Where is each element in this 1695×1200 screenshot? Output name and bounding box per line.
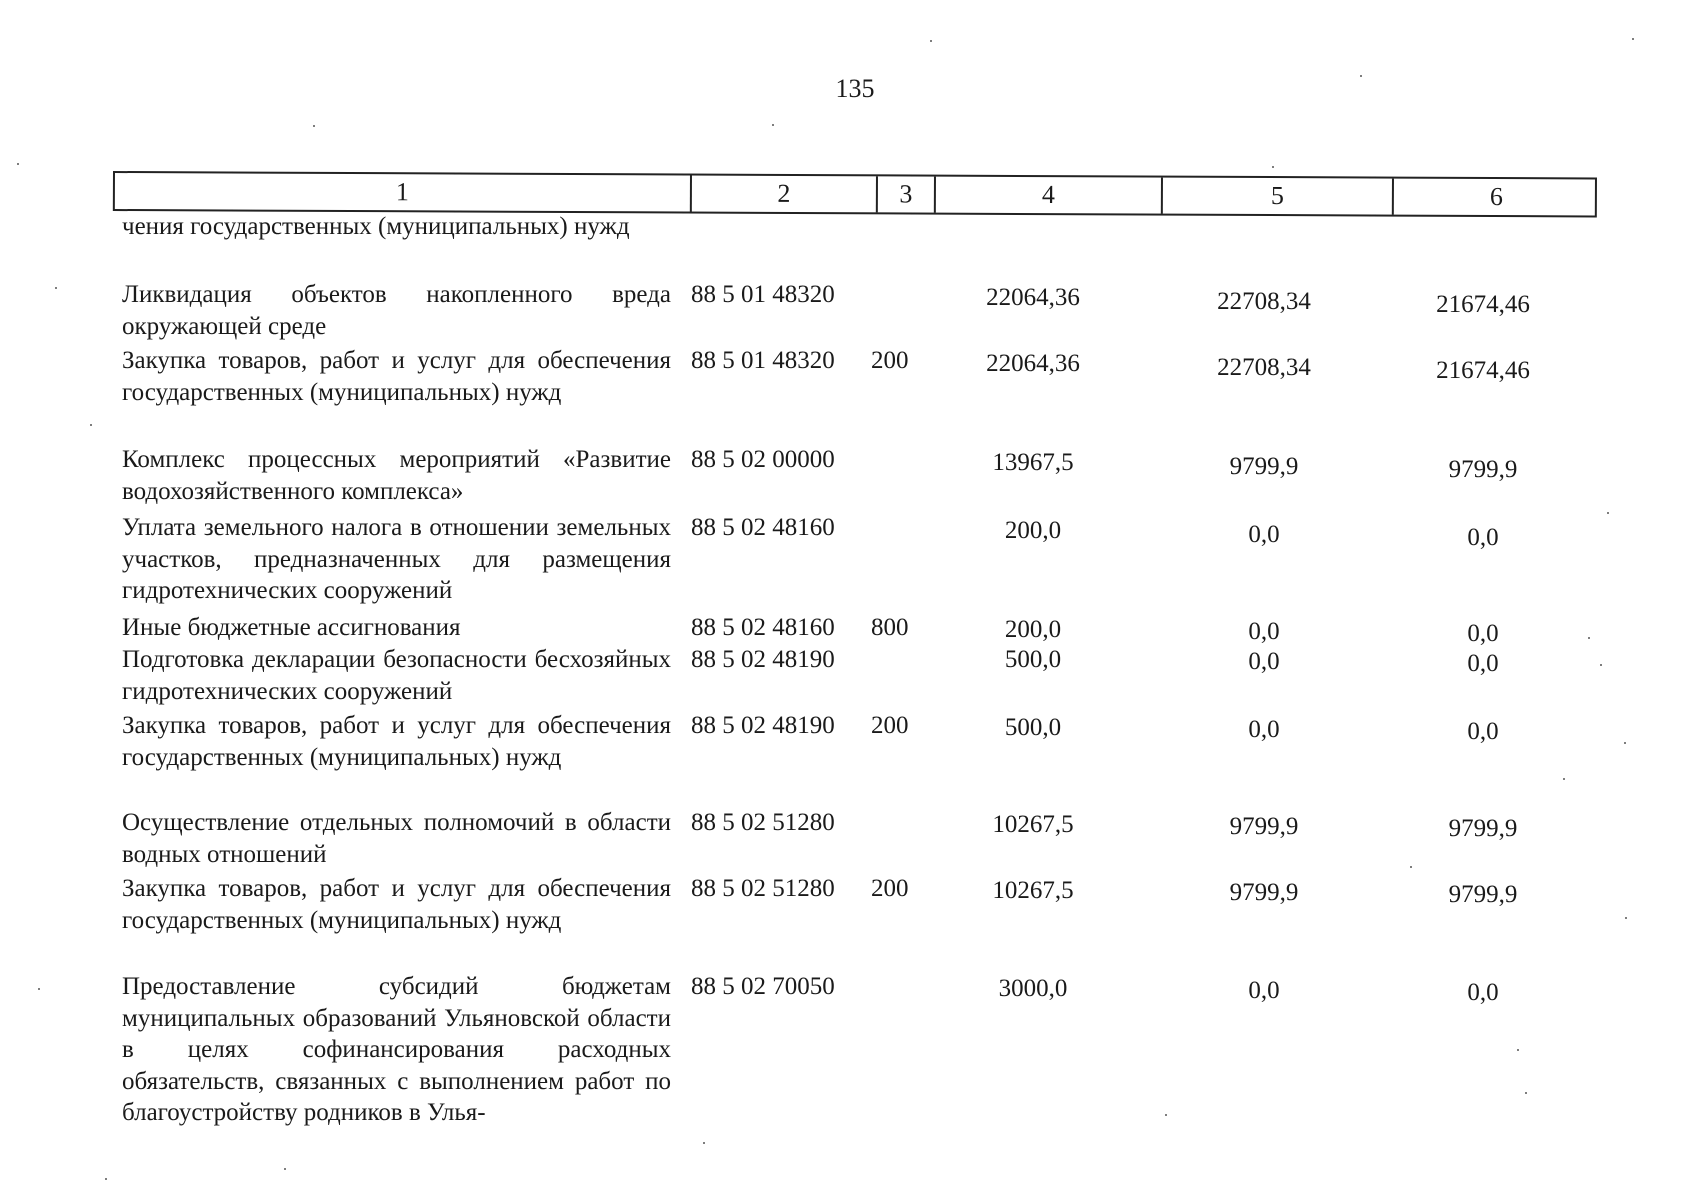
- row-value-col5: 0,0: [1248, 521, 1280, 548]
- row-value-col4: 3000,0: [998, 975, 1068, 1002]
- row-code: 88 5 02 70050: [691, 973, 835, 1000]
- header-col-6: 6: [1489, 182, 1503, 212]
- row-type: 800: [871, 614, 909, 641]
- row-value-col4: 10267,5: [992, 811, 1074, 838]
- row-name: Уплата земельного налога в отношении земельных участков, предназначенных для размещения гидротехнических сооружений: [122, 514, 671, 604]
- row-value-col6: 21674,46: [1436, 291, 1530, 318]
- row-name: Ликвидация объектов накопленного вреда окружающей среде: [122, 281, 671, 340]
- row-type: 200: [871, 347, 909, 374]
- header-col-4: 4: [936, 177, 1163, 214]
- row-value-col5: 0,0: [1248, 648, 1280, 675]
- row-value-col5: 0,0: [1248, 716, 1280, 743]
- row-value-col6: 0,0: [1467, 979, 1499, 1006]
- row-name: чения государственных (муниципальных) нужд: [122, 213, 630, 240]
- row-value-col6: 9799,9: [1448, 456, 1518, 483]
- row-code: 88 5 02 48190: [691, 646, 835, 673]
- row-code: 88 5 01 48320: [691, 347, 835, 374]
- header-col-3: 3: [878, 176, 936, 212]
- row-value-col6: 0,0: [1467, 650, 1499, 677]
- row-code: 88 5 02 48190: [691, 712, 835, 739]
- row-code: 88 5 02 51280: [691, 809, 835, 836]
- row-value-col5: 22708,34: [1217, 354, 1311, 381]
- row-name: Закупка товаров, работ и услуг для обеспечения государственных (муниципальных) нужд: [122, 875, 671, 934]
- row-value-col5: 22708,34: [1217, 288, 1311, 315]
- row-name: Закупка товаров, работ и услуг для обеспечения государственных (муниципальных) нужд: [122, 712, 671, 771]
- header-col-5: 5: [1163, 178, 1394, 215]
- row-value-col5: 9799,9: [1229, 879, 1299, 906]
- row-value-col5: 0,0: [1248, 618, 1280, 645]
- row-name: Иные бюджетные ассигнования: [122, 614, 461, 641]
- header-col-2: 2: [692, 176, 878, 213]
- row-value-col4: 200,0: [1004, 517, 1062, 544]
- row-code: 88 5 02 51280: [691, 875, 835, 902]
- row-value-col6: 0,0: [1467, 524, 1499, 551]
- row-value-col4: 22064,36: [986, 350, 1080, 377]
- row-code: 88 5 02 48160: [691, 614, 835, 641]
- row-name: Предоставление субсидий бюджетам муниципальных образований Ульяновской области в целях софинансирования расходных обязательств, связанных с выполнением работ по благоустройству родников в Улья-: [122, 973, 671, 1126]
- row-value-col5: 9799,9: [1229, 813, 1299, 840]
- row-value-col4: 13967,5: [992, 449, 1074, 476]
- row-value-col4: 10267,5: [992, 877, 1074, 904]
- row-value-col6: 0,0: [1467, 718, 1499, 745]
- row-code: 88 5 02 48160: [691, 514, 835, 541]
- row-value-col4: 500,0: [1004, 714, 1062, 741]
- row-value-col5: 0,0: [1248, 977, 1280, 1004]
- row-name: Комплекс процессных мероприятий «Развитие водохозяйственного комплекса»: [122, 446, 671, 505]
- row-value-col6: 9799,9: [1448, 815, 1518, 842]
- row-code: 88 5 01 48320: [691, 281, 835, 308]
- row-value-col4: 200,0: [1004, 616, 1062, 643]
- header-col-1: 1: [115, 173, 692, 212]
- row-name: Подготовка декларации безопасности бесхозяйных гидротехнических сооружений: [122, 646, 671, 705]
- row-name: Закупка товаров, работ и услуг для обеспечения государственных (муниципальных) нужд: [122, 347, 671, 406]
- row-name: Осуществление отдельных полномочий в области водных отношений: [122, 809, 671, 868]
- row-code: 88 5 02 00000: [691, 446, 835, 473]
- page-number: 135: [835, 74, 875, 103]
- row-value-col6: 21674,46: [1436, 357, 1530, 384]
- row-value-col5: 9799,9: [1229, 453, 1299, 480]
- row-value-col6: 0,0: [1467, 620, 1499, 647]
- row-value-col4: 22064,36: [986, 284, 1080, 311]
- row-value-col6: 9799,9: [1448, 881, 1518, 908]
- row-type: 200: [871, 875, 909, 902]
- row-type: 200: [871, 712, 909, 739]
- row-value-col4: 500,0: [1004, 646, 1062, 673]
